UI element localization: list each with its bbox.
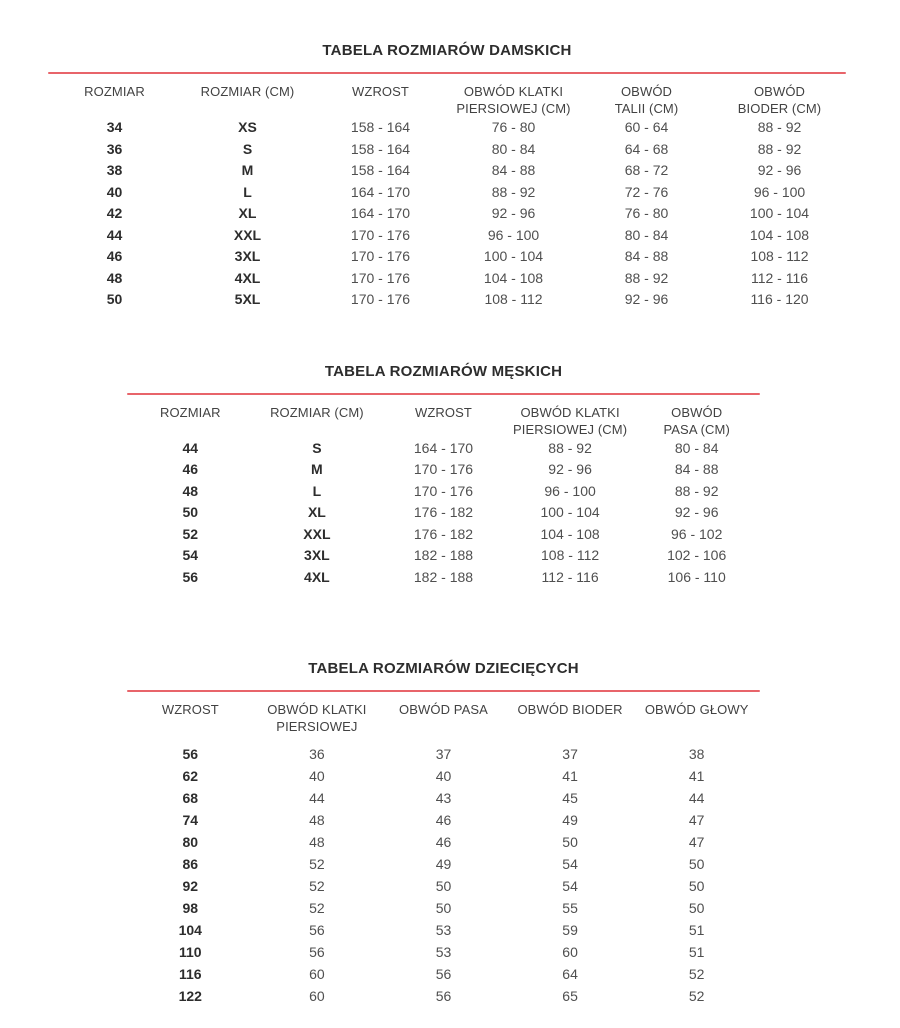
size-cell: 43	[435, 790, 452, 806]
size-cell: 5XL	[234, 291, 261, 307]
size-cell: L	[312, 482, 322, 499]
size-cell: 50	[182, 504, 199, 520]
size-cell: 88 - 92	[548, 439, 592, 456]
size-cell: 110	[179, 944, 202, 960]
size-row	[127, 567, 760, 589]
size-cell: 56	[435, 966, 452, 982]
column-header: ROZMIAR (CM)	[200, 84, 295, 99]
size-cell: 48	[309, 812, 325, 828]
size-grid-header	[127, 404, 760, 438]
size-cell: 38	[688, 746, 705, 762]
size-cell: 3XL	[234, 248, 261, 264]
size-cell: 164 - 170	[350, 205, 411, 221]
size-cell: 56	[309, 922, 325, 938]
column-header: OBWÓD GŁOWY	[644, 702, 749, 717]
size-cell: 92 - 96	[674, 504, 719, 520]
size-cell: 52	[309, 878, 325, 894]
size-cell: 84 - 88	[491, 162, 536, 178]
size-row	[127, 481, 760, 503]
size-cell: 51	[688, 944, 705, 960]
size-cell: 108 - 112	[484, 291, 543, 307]
size-cell: 54	[562, 878, 578, 894]
size-cell: 108 - 112	[750, 248, 809, 264]
column-header: OBWÓD KLATKI PIERSIOWEJ (CM)	[512, 404, 628, 437]
size-cell: 55	[562, 900, 578, 916]
size-cell: 65	[562, 988, 578, 1004]
column-header: OBWÓD KLATKI PIERSIOWEJ (CM)	[456, 84, 571, 116]
size-cell: 49	[562, 812, 578, 828]
size-cell: XS	[238, 119, 257, 135]
size-cell: 68 - 72	[624, 162, 669, 178]
size-cell: 84 - 88	[624, 248, 669, 264]
size-cell: 56	[182, 568, 199, 585]
size-row	[127, 438, 760, 460]
size-table	[127, 660, 760, 1007]
size-cell: 56	[182, 746, 199, 762]
size-cell: 74	[182, 812, 199, 828]
size-row	[127, 787, 760, 809]
size-cell: 72 - 76	[624, 183, 669, 200]
size-cell: 68	[182, 790, 199, 806]
size-cell: 47	[688, 812, 705, 828]
size-cell: 37	[562, 746, 578, 762]
size-row	[127, 459, 760, 481]
size-cell: 158 - 164	[350, 162, 411, 178]
size-cell: 50	[688, 856, 705, 872]
size-cell: 176 - 182	[413, 504, 474, 520]
column-header: OBWÓD BIODER (CM)	[737, 84, 822, 116]
size-grid	[127, 404, 760, 589]
size-cell: 122	[178, 988, 202, 1004]
size-cell: 80 - 84	[674, 439, 719, 456]
size-cell: S	[242, 140, 253, 157]
size-grid-body	[127, 743, 760, 1007]
size-cell: 164 - 170	[413, 439, 474, 456]
size-cell: S	[312, 439, 322, 456]
size-cell: 62	[182, 768, 199, 784]
size-cell: 112 - 116	[750, 269, 809, 286]
size-row	[48, 289, 846, 311]
size-row	[127, 831, 760, 853]
size-grid-header	[127, 701, 760, 743]
size-cell: 164 - 170	[350, 183, 411, 200]
size-cell: 80 - 84	[491, 140, 536, 157]
size-cell: 50	[688, 878, 705, 894]
size-cell: 48	[106, 269, 123, 286]
size-cell: 56	[435, 988, 452, 1004]
size-row	[127, 809, 760, 831]
size-cell: 170 - 176	[413, 461, 474, 477]
size-cell: 40	[435, 768, 452, 784]
header-row	[48, 83, 846, 117]
size-cell: 80 - 84	[624, 226, 669, 243]
size-cell: 76 - 80	[624, 205, 669, 221]
column-header: ROZMIAR (CM)	[270, 404, 364, 420]
size-cell: 50	[562, 834, 578, 850]
size-cell: 84 - 88	[674, 461, 719, 477]
size-cell: 34	[106, 119, 123, 135]
size-cell: 102 - 106	[667, 547, 727, 563]
size-cell: 46	[106, 248, 123, 264]
size-cell: 44	[106, 226, 123, 243]
size-cell: 88 - 92	[491, 183, 536, 200]
size-cell: 158 - 164	[350, 119, 411, 135]
size-row	[48, 203, 846, 225]
size-row	[48, 160, 846, 182]
size-cell: 96 - 100	[544, 482, 596, 499]
size-cell: 40	[309, 768, 325, 784]
size-cell: 52	[688, 988, 705, 1004]
size-cell: 44	[688, 790, 705, 806]
size-cell: 49	[435, 856, 452, 872]
size-cell: 64 - 68	[624, 140, 669, 157]
size-cell: 45	[562, 790, 578, 806]
size-cell: 56	[309, 944, 325, 960]
size-cell: 170 - 176	[350, 269, 411, 286]
size-cell: 116 - 120	[750, 291, 809, 307]
size-cell: 108 - 112	[541, 547, 600, 563]
column-header: WZROST	[352, 84, 409, 99]
size-cell: 36	[106, 140, 123, 157]
size-cell: 60	[562, 944, 578, 960]
size-cell: 40	[106, 183, 123, 200]
size-cell: 182 - 188	[413, 568, 474, 585]
size-row	[127, 502, 760, 524]
size-cell: XXL	[303, 525, 331, 542]
size-row	[127, 765, 760, 787]
size-cell: 170 - 176	[413, 482, 474, 499]
column-header: ROZMIAR	[84, 84, 145, 99]
table-title: TABELA ROZMIARÓW MĘSKICH	[324, 362, 563, 380]
size-row	[48, 268, 846, 290]
size-cell: 96 - 100	[753, 183, 806, 200]
size-cell: 100 - 104	[540, 504, 600, 520]
size-grid-body	[48, 117, 846, 311]
size-cell: M	[241, 162, 254, 178]
accent-divider	[48, 72, 846, 74]
size-cell: 38	[106, 162, 123, 178]
size-cell: 44	[309, 790, 325, 806]
size-cell: L	[243, 183, 252, 200]
size-cell: 104 - 108	[749, 226, 810, 243]
size-cell: 88 - 92	[757, 140, 802, 157]
size-cell: 50	[435, 900, 452, 916]
size-cell: 106 - 110	[667, 568, 726, 585]
size-cell: 60	[309, 988, 325, 1004]
accent-divider	[127, 393, 760, 395]
size-cell: 170 - 176	[350, 248, 411, 264]
size-cell: 100 - 104	[483, 248, 544, 264]
size-grid-header	[48, 83, 846, 117]
size-cell: 170 - 176	[350, 226, 411, 243]
column-header: OBWÓD PASA	[399, 702, 488, 717]
size-cell: 60 - 64	[624, 119, 669, 135]
size-cell: 4XL	[304, 568, 330, 585]
size-cell: 92 - 96	[491, 205, 536, 221]
size-cell: 170 - 176	[350, 291, 411, 307]
column-header: ROZMIAR	[159, 404, 221, 420]
size-cell: 176 - 182	[413, 525, 474, 542]
size-row	[127, 941, 760, 963]
size-cell: 80	[182, 834, 199, 850]
size-cell: 182 - 188	[413, 547, 474, 563]
size-row	[48, 225, 846, 247]
size-cell: 52	[309, 856, 325, 872]
size-row	[127, 897, 760, 919]
size-cell: 46	[182, 461, 199, 477]
size-cell: 104 - 108	[540, 525, 600, 542]
size-cell: 54	[562, 856, 578, 872]
size-cell: 53	[435, 944, 452, 960]
size-cell: 64	[562, 966, 578, 982]
size-cell: 48	[182, 482, 199, 499]
size-cell: 112 - 116	[541, 568, 599, 585]
size-cell: 54	[182, 547, 199, 563]
size-cell: M	[311, 461, 323, 477]
size-cell: 116	[179, 966, 202, 982]
column-header: OBWÓD BIODER	[517, 702, 623, 717]
size-cell: 52	[309, 900, 325, 916]
size-cell: 98	[182, 900, 199, 916]
column-header: OBWÓD TALII (CM)	[614, 84, 679, 116]
size-cell: 158 - 164	[350, 140, 411, 157]
size-cell: 46	[435, 834, 452, 850]
size-cell: 88 - 92	[624, 269, 669, 286]
size-cell: 92 - 96	[548, 461, 592, 477]
size-cell: XL	[307, 504, 326, 520]
size-cell: 50	[435, 878, 452, 894]
size-row	[48, 117, 846, 139]
size-cell: 104	[178, 922, 202, 938]
size-cell: 96 - 100	[487, 226, 540, 243]
size-cell: 92 - 96	[624, 291, 669, 307]
column-header: OBWÓD KLATKI PIERSIOWEJ	[267, 702, 367, 734]
size-cell: 4XL	[234, 269, 261, 286]
size-cell: 42	[106, 205, 123, 221]
size-cell: 37	[435, 746, 452, 762]
size-cell: 3XL	[304, 547, 330, 563]
size-cell: 52	[688, 966, 705, 982]
size-cell: 88 - 92	[757, 119, 802, 135]
size-row	[127, 743, 760, 765]
size-row	[127, 985, 760, 1007]
size-grid	[127, 701, 760, 1007]
header-row	[127, 404, 760, 438]
size-cell: 59	[562, 922, 578, 938]
size-cell: XXL	[233, 226, 262, 243]
size-cell: 92 - 96	[757, 162, 802, 178]
size-row	[127, 853, 760, 875]
size-table	[127, 363, 760, 589]
table-title: TABELA ROZMIARÓW DZIECIĘCYCH	[308, 660, 579, 677]
size-cell: 50	[106, 291, 123, 307]
size-row	[48, 246, 846, 268]
size-cell: 76 - 80	[491, 119, 536, 135]
size-row	[127, 875, 760, 897]
size-cell: 46	[435, 812, 452, 828]
size-cell: 100 - 104	[749, 205, 810, 221]
accent-divider	[127, 690, 760, 692]
size-cell: 92	[182, 878, 199, 894]
size-cell: 36	[309, 746, 325, 762]
size-cell: 52	[182, 525, 199, 542]
size-cell: 53	[435, 922, 452, 938]
column-header: WZROST	[415, 404, 472, 420]
size-cell: 44	[182, 439, 199, 456]
size-cell: 41	[562, 768, 578, 784]
size-row	[127, 963, 760, 985]
size-cell: 96 - 102	[671, 525, 723, 542]
size-cell: 48	[309, 834, 325, 850]
size-table	[48, 42, 846, 311]
size-row	[127, 524, 760, 546]
header-row	[127, 701, 760, 743]
size-cell: 47	[688, 834, 705, 850]
size-cell: 51	[688, 922, 705, 938]
column-header: OBWÓD PASA (CM)	[663, 404, 730, 437]
size-cell: 104 - 108	[483, 269, 544, 286]
column-header: WZROST	[161, 702, 219, 717]
size-grid	[48, 83, 846, 311]
size-cell: XL	[238, 205, 257, 221]
size-grid-body	[127, 438, 760, 589]
table-title: TABELA ROZMIARÓW DAMSKICH	[322, 42, 572, 59]
size-row	[48, 182, 846, 204]
size-cell: 88 - 92	[674, 482, 719, 499]
size-cell: 60	[309, 966, 325, 982]
size-cell: 86	[182, 856, 199, 872]
size-row	[48, 139, 846, 161]
size-row	[127, 919, 760, 941]
size-row	[127, 545, 760, 567]
size-cell: 50	[688, 900, 705, 916]
size-cell: 41	[688, 768, 705, 784]
